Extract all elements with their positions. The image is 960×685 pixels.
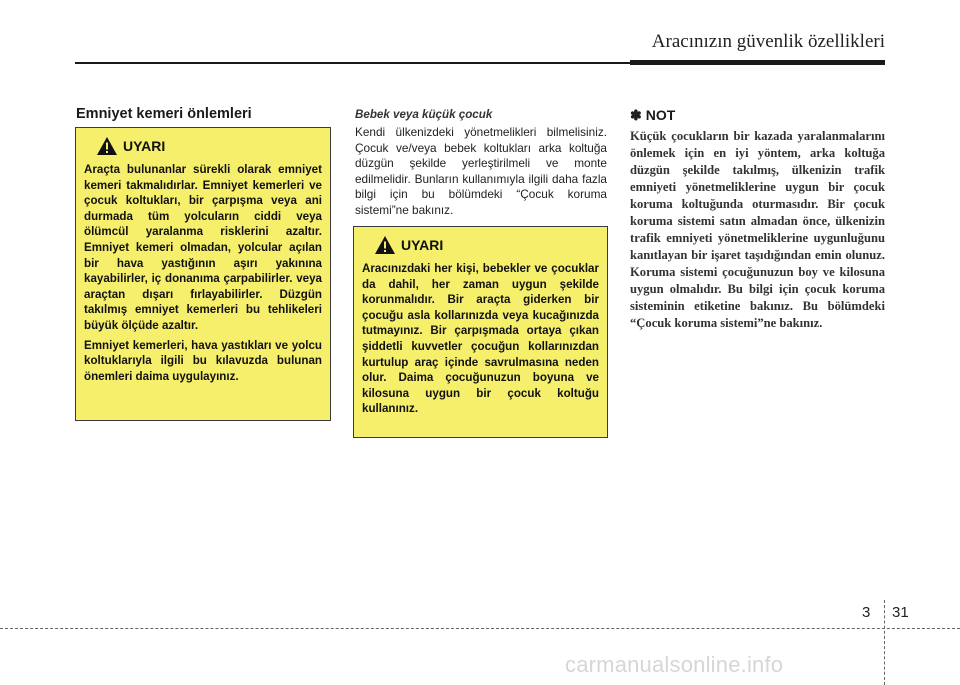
footer-rule [0, 628, 960, 629]
warning-paragraph: Aracınızdaki her kişi, bebekler ve çocuklar da dahil, her zaman uygun şekilde korunmalıdır. Bir araçta giderken bir çocuğu asla kollarınızda veya kucağınızda tutmayınız. Bir çarpışmada ortaya çıkan şiddetli kuvvetler çocuğun kollarınızdan kurtulup araç içinde savrulmasına neden olur. Daima çocuğunuzun boyuna ve kilosuna uygun bir çocuk koltuğu kullanınız. [362, 262, 599, 416]
warning-header [96, 136, 322, 156]
note-title [630, 107, 675, 124]
warning-box-seatbelt [75, 127, 331, 421]
warning-label: UYARI [123, 138, 166, 154]
subsection-title: Bebek veya küçük çocuk [355, 108, 493, 121]
chapter-number: 3 [862, 604, 871, 621]
warning-paragraph: Araçta bulunanlar sürekli olarak emniyet kemeri takmalıdırlar. Emniyet kemerleri ve çocuk koltukları, bir çarpışma veya ani durmada tüm yolcuların ciddi veya ölümcül yaralanma risklerini azaltır. Emniyet kemeri olmadan, yolcular açılan bir hava yastığının aşırı yakınına kayabilirler, iç donanıma çarpabilirler. veya araçtan dışarı fırlayabilirler. Düzgün takılmış emniyet kemerleri bu tehlikeleri büyük ölçüde azaltır. [84, 163, 322, 332]
page-header-title: Aracınızın güvenlik özellikleri [651, 31, 885, 52]
note-label: NOT [645, 107, 676, 123]
warning-label: UYARI [401, 237, 444, 253]
warning-box-children [353, 226, 608, 438]
watermark: carmanualsonline.info [565, 652, 784, 677]
section-title: Emniyet kemeri önlemleri [76, 106, 252, 122]
note-paragraph: Küçük çocukların bir kazada yaralanmalarını önlemek için en iyi yöntem, arka koltuğa düzgün şekilde takılmış, ülkenizin trafik emniyeti yönetmeliklerine uygun bir çocuk koruma koltuğunda oturmasıdır. Bir çocuk koruma sistemi satın almadan önce, ülkenizin trafik emniyeti yönetmeliklerine uygunluğunu kanıtlayan bir işaret taşıdığından emin olunuz. Koruma sistemi çocuğunuzun boy ve kilosuna uygun olmalıdır. Bu bilgi için çocuk koruma sisteminin etiketine bakınız. Bu bölümdeki “Çocuk koruma sistemi”ne bakınız. [630, 129, 885, 330]
note-star-icon: ✽ [630, 107, 642, 123]
warning-triangle-icon [374, 235, 396, 255]
warning-triangle-icon [96, 136, 118, 156]
footer-divider [884, 600, 885, 685]
body-paragraph: Kendi ülkenizdeki yönetmelikleri bilmelisiniz. Çocuk ve/veya bebek koltukları arka koltuğa düzgün şekilde yerleştirilmeli ve monte edilmelidir. Bunların kullanımıyla ilgili daha fazla bilgi için bu bölümdeki “Çocuk koruma sistemi”ne bakınız. [355, 125, 607, 217]
warning-header [374, 235, 599, 255]
header-rule-accent [630, 60, 885, 65]
warning-paragraph: Emniyet kemerleri, hava yastıkları ve yolcu koltuklarıyla ilgili bu kılavuzda bulunan önemleri daima uygulayınız. [84, 338, 322, 383]
page-number: 31 [892, 604, 909, 621]
